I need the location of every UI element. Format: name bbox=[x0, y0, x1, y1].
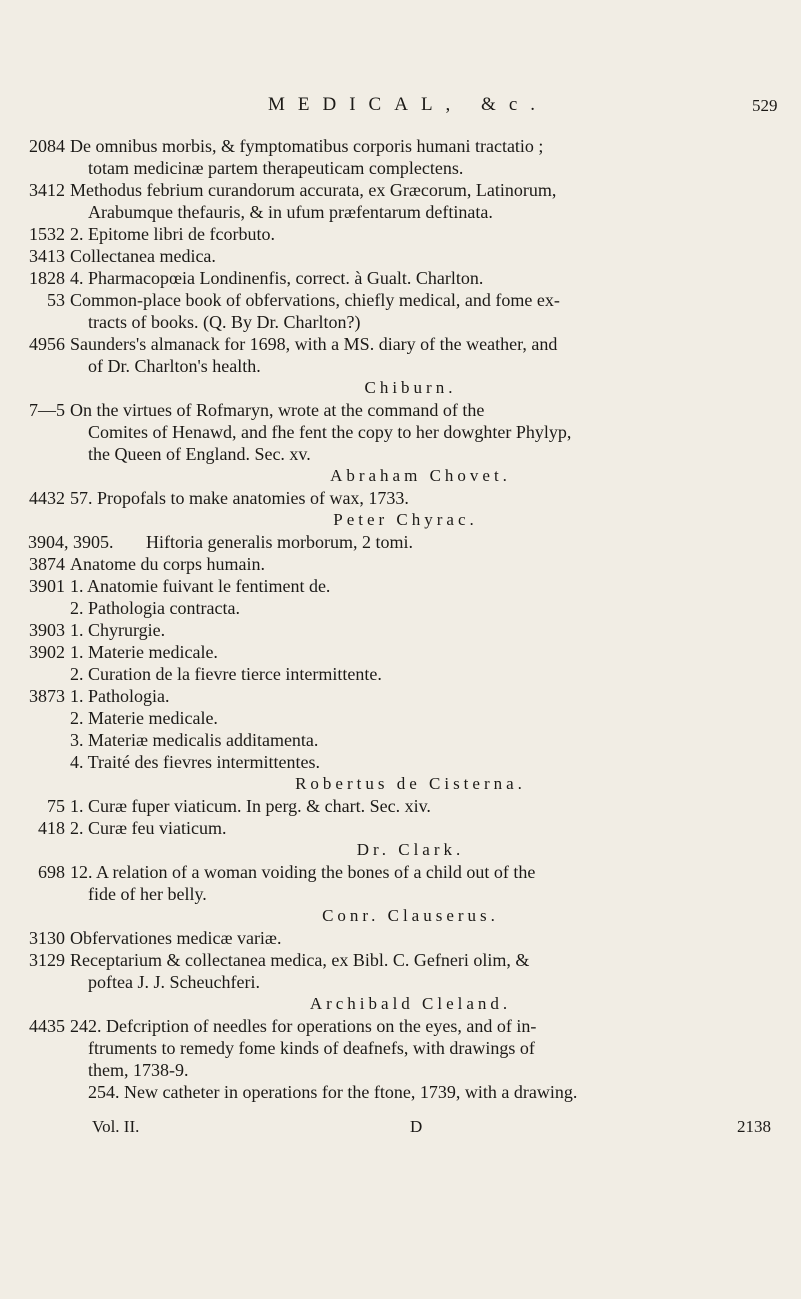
shelf-number: 53 bbox=[47, 290, 65, 310]
author-name: Abraham Chovet. bbox=[330, 466, 511, 485]
page-footer bbox=[0, 1117, 801, 1141]
catalogue-line bbox=[0, 663, 801, 685]
shelf-number: 4435 bbox=[29, 1016, 65, 1036]
catalogue-line bbox=[0, 729, 801, 751]
shelf-number: 2084 bbox=[29, 136, 65, 156]
author-name: Archibald Cleland. bbox=[309, 994, 512, 1013]
catalogue-line bbox=[0, 817, 801, 839]
catalogue-line bbox=[0, 1059, 801, 1081]
entry-text: poftea J. J. Scheuchferi. bbox=[88, 972, 260, 992]
author-heading bbox=[0, 905, 801, 927]
catalogue-line bbox=[0, 289, 801, 311]
entry-text: the Queen of England. Sec. xv. bbox=[88, 444, 311, 464]
volume-label: Vol. II. bbox=[92, 1117, 140, 1136]
catalogue-line bbox=[0, 597, 801, 619]
catalogue-line bbox=[0, 443, 801, 465]
entry-text: Saunders's almanack for 1698, with a MS. diary of the weather, and bbox=[70, 334, 558, 354]
shelf-number: 3904, 3905. bbox=[28, 532, 114, 552]
catalogue-line bbox=[0, 487, 801, 509]
entry-text: 2. Curæ feu viaticum. bbox=[70, 818, 227, 838]
entry-text: 3. Materiæ medicalis additamenta. bbox=[70, 730, 319, 750]
catalogue-line bbox=[0, 685, 801, 707]
shelf-number: 7—5 bbox=[29, 400, 65, 420]
entry-text: De omnibus morbis, & fymptomatibus corporis humani tractatio ; bbox=[70, 136, 544, 156]
catalogue-line bbox=[0, 575, 801, 597]
shelf-number: 4432 bbox=[29, 488, 65, 508]
entry-text: Methodus febrium curandorum accurata, ex Græcorum, Latinorum, bbox=[70, 180, 557, 200]
page-number: 529 bbox=[752, 96, 778, 115]
entry-text: 254. New catheter in operations for the ftone, 1739, with a drawing. bbox=[88, 1082, 578, 1102]
entry-text: 1. Pathologia. bbox=[70, 686, 170, 706]
author-name: Conr. Clauserus. bbox=[322, 906, 499, 925]
catchword: 2138 bbox=[737, 1117, 771, 1136]
entry-text: 1. Anatomie fuivant le fentiment de. bbox=[70, 576, 331, 596]
catalogue-line bbox=[0, 1037, 801, 1059]
shelf-number: 3129 bbox=[29, 950, 65, 970]
shelf-number: 3873 bbox=[29, 686, 65, 706]
catalogue-line bbox=[0, 245, 801, 267]
entry-text: fide of her belly. bbox=[88, 884, 207, 904]
entry-text: 57. Propofals to make anatomies of wax, 1733. bbox=[70, 488, 409, 508]
catalogue-line bbox=[0, 355, 801, 377]
shelf-number: 3901 bbox=[29, 576, 65, 596]
shelf-number: 4956 bbox=[29, 334, 65, 354]
catalogue-entries bbox=[0, 135, 801, 1103]
entry-text: Receptarium & collectanea medica, ex Bibl. C. Gefneri olim, & bbox=[70, 950, 530, 970]
catalogue-line bbox=[0, 1081, 801, 1103]
shelf-number: 1828 bbox=[29, 268, 65, 288]
entry-text: Hiftoria generalis morborum, 2 tomi. bbox=[146, 532, 413, 552]
author-name: Dr. Clark. bbox=[356, 840, 465, 859]
catalogue-line bbox=[0, 531, 801, 553]
shelf-number: 3413 bbox=[29, 246, 65, 266]
entry-text: 1. Chyrurgie. bbox=[70, 620, 166, 640]
catalogue-line bbox=[0, 421, 801, 443]
shelf-number: 3874 bbox=[29, 554, 65, 574]
entry-text: 1. Materie medicale. bbox=[70, 642, 218, 662]
signature-mark: D bbox=[410, 1117, 423, 1136]
author-heading bbox=[0, 377, 801, 399]
entry-text: 4. Pharmacopœia Londinenfis, correct. à Gualt. Charlton. bbox=[70, 268, 484, 288]
entry-text: of Dr. Charlton's health. bbox=[88, 356, 261, 376]
catalogue-line bbox=[0, 971, 801, 993]
author-heading bbox=[0, 839, 801, 861]
entry-text: 2. Pathologia contracta. bbox=[70, 598, 240, 618]
shelf-number: 3412 bbox=[29, 180, 65, 200]
entry-text: 2. Curation de la fievre tierce intermittente. bbox=[70, 664, 382, 684]
catalogue-line bbox=[0, 1015, 801, 1037]
entry-text: them, 1738-9. bbox=[88, 1060, 189, 1080]
catalogue-line bbox=[0, 333, 801, 355]
entry-text: ftruments to remedy fome kinds of deafnefs, with drawings of bbox=[88, 1038, 535, 1058]
catalogue-line bbox=[0, 179, 801, 201]
entry-text: 4. Traité des fievres intermittentes. bbox=[70, 752, 320, 772]
entry-text: Arabumque thefauris, & in ufum præfentarum deftinata. bbox=[88, 202, 493, 222]
catalogue-line bbox=[0, 641, 801, 663]
entry-text: totam medicinæ partem therapeuticam complectens. bbox=[88, 158, 464, 178]
entry-text: Collectanea medica. bbox=[70, 246, 216, 266]
catalogue-line bbox=[0, 135, 801, 157]
entry-text: Anatome du corps humain. bbox=[70, 554, 265, 574]
catalogue-line bbox=[0, 883, 801, 905]
catalogue-line bbox=[0, 751, 801, 773]
catalogue-line bbox=[0, 157, 801, 179]
entry-text: 2. Epitome libri de fcorbuto. bbox=[70, 224, 275, 244]
catalogue-line bbox=[0, 795, 801, 817]
running-title: MEDICAL, &c. bbox=[268, 94, 549, 115]
shelf-number: 75 bbox=[47, 796, 65, 816]
entry-text: 242. Defcription of needles for operations on the eyes, and of in- bbox=[70, 1016, 537, 1036]
catalogue-line bbox=[0, 399, 801, 421]
entry-text: 2. Materie medicale. bbox=[70, 708, 218, 728]
entry-text: Obfervationes medicæ variæ. bbox=[70, 928, 282, 948]
shelf-number: 3902 bbox=[29, 642, 65, 662]
shelf-number: 3903 bbox=[29, 620, 65, 640]
entry-text: tracts of books. (Q. By Dr. Charlton?) bbox=[88, 312, 361, 332]
author-heading bbox=[0, 465, 801, 487]
shelf-number: 1532 bbox=[29, 224, 65, 244]
catalogue-line bbox=[0, 267, 801, 289]
author-name: Chiburn. bbox=[364, 378, 457, 397]
entry-text: On the virtues of Rofmaryn, wrote at the command of the bbox=[70, 400, 485, 420]
shelf-number: 698 bbox=[38, 862, 65, 882]
shelf-number: 418 bbox=[38, 818, 65, 838]
entry-text: 12. A relation of a woman voiding the bones of a child out of the bbox=[70, 862, 536, 882]
entry-text: 1. Curæ fuper viaticum. In perg. & chart. Sec. xiv. bbox=[70, 796, 431, 816]
catalogue-line bbox=[0, 949, 801, 971]
catalogue-line bbox=[0, 927, 801, 949]
catalogue-line bbox=[0, 619, 801, 641]
shelf-number: 3130 bbox=[29, 928, 65, 948]
catalogue-line bbox=[0, 201, 801, 223]
catalogue-line bbox=[0, 707, 801, 729]
entry-text: Common-place book of obfervations, chiefly medical, and fome ex- bbox=[70, 290, 560, 310]
author-heading bbox=[0, 993, 801, 1015]
author-heading bbox=[0, 773, 801, 795]
catalogue-line bbox=[0, 311, 801, 333]
author-heading bbox=[0, 509, 801, 531]
running-header bbox=[0, 94, 801, 124]
author-name: Robertus de Cisterna. bbox=[295, 774, 526, 793]
catalogue-line bbox=[0, 861, 801, 883]
catalogue-line bbox=[0, 223, 801, 245]
catalogue-line bbox=[0, 553, 801, 575]
entry-text: Comites of Henawd, and fhe fent the copy to her dowghter Phylyp, bbox=[88, 422, 572, 442]
author-name: Peter Chyrac. bbox=[333, 510, 478, 529]
